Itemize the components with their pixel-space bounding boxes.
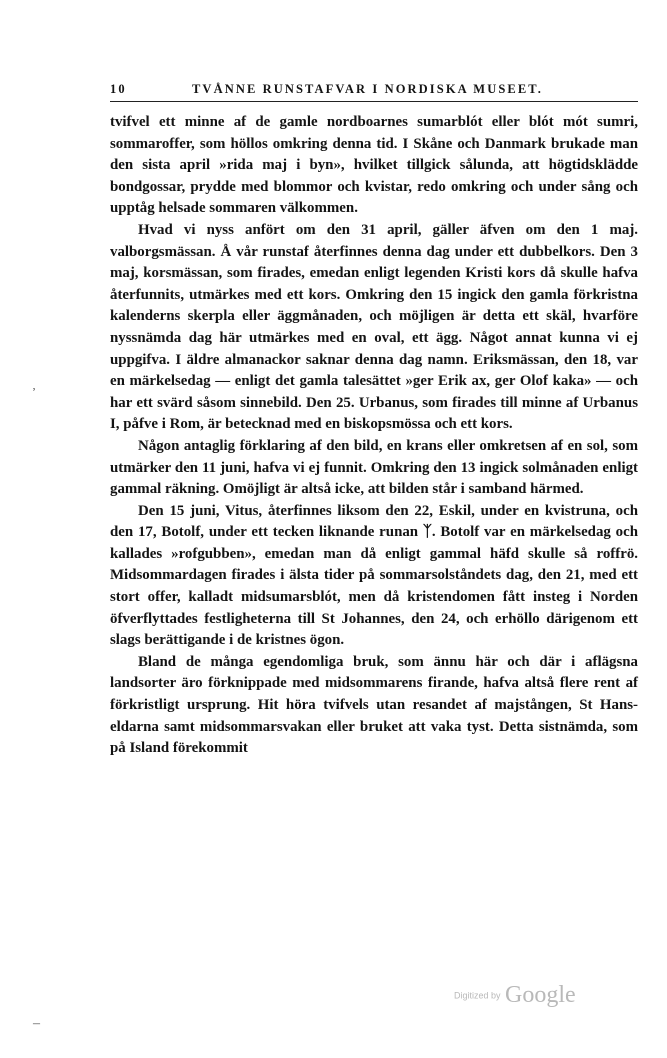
watermark-prefix: Digitized by: [454, 990, 501, 1001]
page-header: [110, 82, 638, 102]
paragraph: tvifvel ett minne af de gamle nordboarnes sumarblót eller blót mót sumri, sommaroffer, som höllos omkring denna tid. I Skåne och Danmark brukade man den sista april »rida maj i byn», hvilket tillgick sålunda, att högtidsklädde bondgossar, prydde med blommor och kvistar, redo omkring och under sång och upptåg helsade sommaren välkommen.: [110, 114, 638, 217]
body-text: [110, 112, 638, 760]
paragraph: Den 15 juni, Vitus, återfinnes liksom den 22, Eskil, under en kvistruna, och den 17, Botolf, under ett tecken liknande runan ᛉ. Botolf var en märkelsedag och kallades »rofgubben», emedan man då enligt gammal häfd skulle så roffrö. Midsommardagen firades i älsta tider på sommarsolståndets dag, den 21, med ett stort offer, kalladt midsumarsblót, men då kristendomen fått insteg i Norden öfverflyttades festligheterna till St Johannes, den 24, och erhöllo därigenom ett slags berättigande i de kristnes ögon.: [110, 502, 638, 649]
paragraph: Hvad vi nyss anfört om den 31 april, gäller äfven om den 1 maj. valborgsmässan. Å vår runstaf återfinnes denna dag under ett dubbelkors. Den 3 maj, korsmässan, som firades, emedan enligt legenden Kristi kors då skulle hafva återfunnits, utmärkes med ett kors. Omkring den 15 ingick den gamla förkristna kalenderns skerpla eller äggmånaden, och möjligen är detta ett skäl, hvarföre nyssnämda dag här utmärkes med en oval, ett ägg. Något annat kunna vi ej uppgifva. I äldre almanackor saknar denna dag namn. Eriksmässan, den 18, var en märkelsedag — enligt det gamla talesättet »ger Erik ax, ger Olof kaka» — och har ett svärd såsom sinnebild. Den 25. Urbanus, som firades till minne af Urbanus I, påfve i Rom, är betecknad med en biskopsmössa och ett kors.: [110, 221, 638, 433]
margin-mark-left: ‚: [32, 378, 36, 392]
running-title: TVÅNNE RUNSTAFVAR I NORDISKA MUSEET.: [192, 82, 543, 96]
google-logo: Google: [504, 982, 576, 1008]
header-rule: [110, 101, 638, 102]
digitized-watermark: [454, 982, 576, 1009]
paragraph: Bland de många egendomliga bruk, som ännu här och där i aflägsna landsorter äro förknippade med midsommarens firande, hafva altså flere rent af förkristligt ursprung. Hit höra tvifvels utan resandet af majstången, St Hans-eldarna samt midsommarsvakan eller bruket att vaka tyst. Detta sistnämda, som på Island förekommit: [110, 653, 638, 757]
margin-mark-bottom: –: [33, 1016, 40, 1031]
paragraph: Någon antaglig förklaring af den bild, en krans eller omkretsen af en sol, som utmärker den 11 juni, hafva vi ej funnit. Omkring den 13 ingick solmånaden enligt gammal räkning. Omöjligt är altså icke, att bilden står i samband härmed.: [110, 437, 638, 498]
page-number: 10: [110, 82, 127, 96]
